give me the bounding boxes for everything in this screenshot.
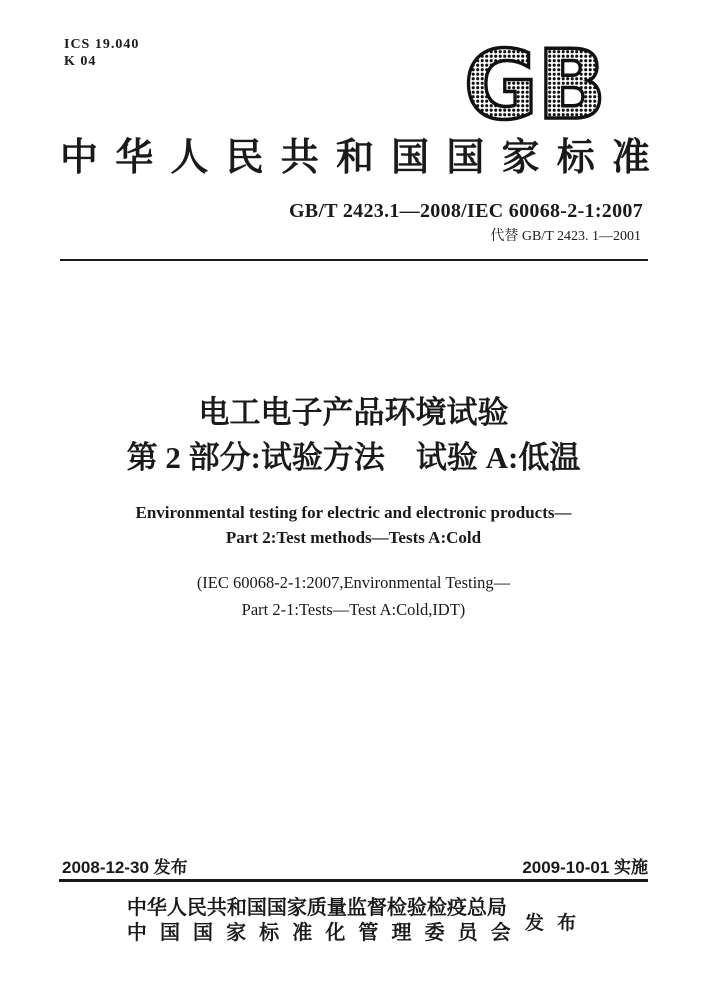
replaces-note: 代替 GB/T 2423. 1—2001 — [490, 229, 641, 244]
english-title — [0, 500, 707, 550]
national-standard-heading: 中 华 人 民 共 和 国 国 家 标 准 — [60, 137, 650, 179]
issuing-bodies — [127, 896, 511, 946]
footer-divider — [59, 879, 648, 882]
china-doc-class-code: K 04 — [64, 54, 97, 69]
chinese-title-line1: 电工电子产品环境试验 — [198, 395, 509, 430]
gb-logo — [462, 45, 608, 123]
implementation-date: 2009-10-01 实施 — [522, 858, 648, 877]
ics-code: ICS 19.040 — [64, 37, 140, 52]
issuer-aqsiq: 中华人民共和国国家质量监督检验检疫总局 — [126, 897, 507, 919]
standard-number: GB/T 2423.1—2008/IEC 60068-2-1:2007 — [288, 200, 643, 222]
issue-date: 2008-12-30 发布 — [62, 858, 188, 877]
iec-equivalence-reference — [0, 569, 707, 623]
date-row — [62, 853, 648, 878]
ics-classification — [64, 36, 139, 70]
publisher-block — [0, 896, 707, 946]
iec-reference-line1: (IEC 60068-2-1:2007,Environmental Testing— — [196, 573, 511, 592]
gb-logo-graphic — [462, 45, 608, 123]
chinese-title — [0, 390, 707, 480]
header-divider — [60, 259, 648, 261]
english-title-line1: Environmental testing for electric and electronic products— — [135, 503, 572, 522]
iec-reference-line2: Part 2-1:Tests—Test A:Cold,IDT) — [241, 600, 466, 619]
gb-logo-text: GB — [464, 45, 606, 123]
issue-label: 发 布 — [524, 912, 581, 934]
issuer-sac: 中 国 国 家 标 准 化 管 理 委 员 会 — [126, 922, 511, 944]
english-title-line2: Part 2:Test methods—Tests A:Cold — [225, 528, 482, 547]
chinese-title-line2: 第 2 部分:试验方法 试验 A:低温 — [126, 440, 581, 475]
